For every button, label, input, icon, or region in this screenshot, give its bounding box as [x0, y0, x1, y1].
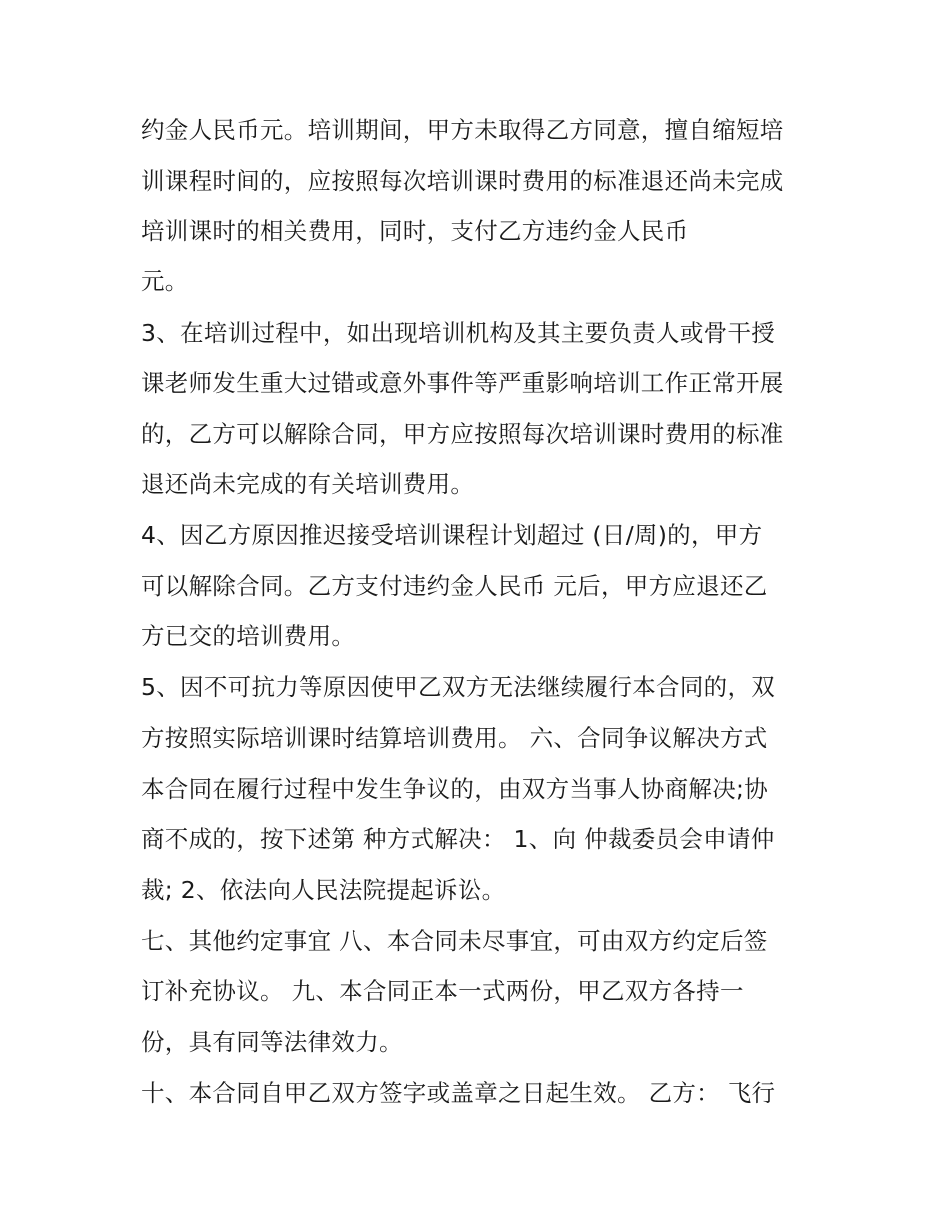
text-line: 元。: [141, 267, 189, 295]
text-line: 退还尚未完成的有关培训费用。: [141, 470, 475, 498]
text-line: 十、本合同自甲乙双方签字或盖章之日起生效。 乙方： 飞行: [141, 1079, 776, 1107]
text-line: 本合同在履行过程中发生争议的，由双方当事人协商解决;协: [141, 775, 769, 803]
text-line: 的，乙方可以解除合同，甲方应按照每次培训课时费用的标准: [141, 420, 784, 448]
text-line: 可以解除合同。乙方支付违约金人民币 元后，甲方应退还乙: [141, 572, 768, 600]
text-line: 课老师发生重大过错或意外事件等严重影响培训工作正常开展: [141, 369, 784, 397]
text-line: 约金人民币元。培训期间，甲方未取得乙方同意，擅自缩短培: [141, 116, 784, 144]
text-line: 5、因不可抗力等原因使甲乙双方无法继续履行本合同的，双: [141, 673, 776, 701]
text-line: 3、在培训过程中，如出现培训机构及其主要负责人或骨干授: [141, 319, 776, 347]
text-line: 裁; 2、依法向人民法院提起诉讼。: [141, 876, 506, 904]
text-line: 训课程时间的，应按照每次培训课时费用的标准退还尚未完成: [141, 167, 784, 195]
text-line: 商不成的，按下述第 种方式解决： 1、向 仲裁委员会申请仲: [141, 825, 775, 853]
text-line: 方按照实际培训课时结算培训费用。 六、合同争议解决方式: [141, 724, 768, 752]
text-line: 订补充协议。 九、本合同正本一式两份，甲乙双方各持一: [141, 977, 744, 1005]
text-line: 培训课时的相关费用，同时，支付乙方违约金人民币: [141, 217, 689, 245]
text-line: 方已交的培训费用。: [141, 622, 356, 650]
text-line: 4、因乙方原因推迟接受培训课程计划超过 (日/周)的，甲方: [141, 521, 763, 549]
text-line: 七、其他约定事宜 八、本合同未尽事宜，可由双方约定后签: [141, 927, 768, 955]
text-line: 份，具有同等法律效力。: [141, 1028, 403, 1056]
